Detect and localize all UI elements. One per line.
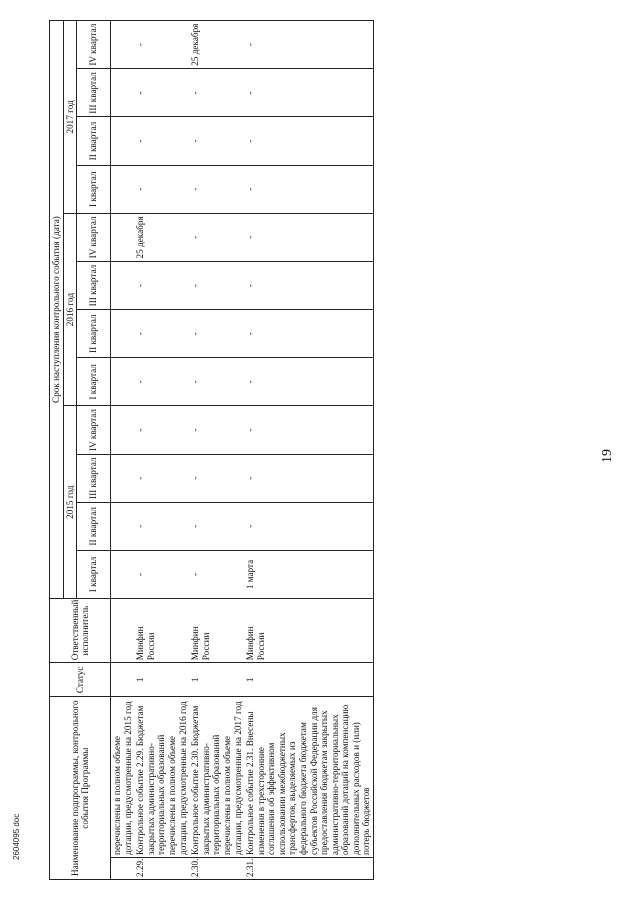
event-name: Контрольное событие 2.29. Бюджетам закрытых административно-территориальных образований перечислены в полном объеме дотации, предусмотренные на 2016 год — [134, 697, 189, 858]
status-cell: 1 — [189, 663, 244, 697]
status-cell — [111, 663, 135, 697]
quarter-cell: 25 декабря — [189, 21, 244, 69]
quarter-cell: - — [244, 213, 373, 261]
quarter-cell — [111, 69, 135, 117]
quarter-cell: - — [189, 165, 244, 213]
quarter-cell: - — [134, 502, 189, 550]
quarter-cell: - — [134, 358, 189, 406]
status-column-header: Статус — [50, 663, 111, 697]
quarter-cell: - — [244, 165, 373, 213]
quarter-cell: - — [189, 358, 244, 406]
quarter-cell: - — [189, 261, 244, 309]
quarter-cell: - — [189, 550, 244, 598]
quarter-cell: - — [134, 21, 189, 69]
control-events-table — [49, 20, 374, 880]
quarter-cell — [111, 21, 135, 69]
quarter-cell: - — [189, 406, 244, 454]
executor-cell: Минфин России — [134, 599, 189, 663]
quarter-header: I квартал — [77, 550, 111, 598]
quarter-cell: - — [244, 454, 373, 502]
executor-column-header: Ответственный исполнитель — [50, 599, 111, 663]
event-name: Контрольное событие 2.30. Бюджетам закрытых административно-территориальных образований перечислены в полном объеме дотации, предусмотренные на 2017 год — [189, 697, 244, 858]
quarter-cell: - — [134, 69, 189, 117]
quarter-cell: 1 марта — [244, 550, 373, 598]
quarter-cell — [111, 261, 135, 309]
quarter-header: I квартал — [77, 165, 111, 213]
quarter-cell — [111, 213, 135, 261]
quarter-cell — [111, 550, 135, 598]
quarter-cell — [111, 406, 135, 454]
table-row — [189, 21, 244, 880]
row-number: 2.29. — [134, 857, 189, 879]
quarter-header: III квартал — [77, 69, 111, 117]
quarter-cell: - — [244, 261, 373, 309]
quarter-cell: - — [134, 406, 189, 454]
quarter-header: I квартал — [77, 358, 111, 406]
year-header-2015: 2015 год — [63, 406, 77, 599]
quarter-cell: - — [244, 69, 373, 117]
quarter-header: III квартал — [77, 454, 111, 502]
quarter-cell: - — [189, 213, 244, 261]
quarter-cell — [111, 165, 135, 213]
status-cell: 1 — [134, 663, 189, 697]
quarter-header: III квартал — [77, 261, 111, 309]
page-number: 19 — [600, 449, 615, 463]
quarter-cell: - — [189, 117, 244, 165]
executor-cell — [111, 599, 135, 663]
executor-cell: Минфин России — [189, 599, 244, 663]
quarter-cell: - — [244, 310, 373, 358]
quarter-cell — [111, 502, 135, 550]
executor-cell: Минфин России — [244, 599, 373, 663]
quarter-cell: - — [244, 358, 373, 406]
quarter-header: II квартал — [77, 117, 111, 165]
quarter-cell — [111, 117, 135, 165]
status-cell: 1 — [244, 663, 373, 697]
row-number: 2.30. — [189, 857, 244, 879]
event-name: Контрольное событие 2.31. Внесены изменения в трехсторонние соглашения об эффективном использовании межбюджетных трансфертов, выделяемых из федерального бюджета бюджетам субъектов Российской Федерации для предоставления бюджетам закрытых административно-территориальных образований дотаций на компенсацию дополнительных расходов и (или) потерь бюджетов — [244, 697, 373, 858]
event-name: перечислены в полном объеме дотации, предусмотренные на 2015 год — [111, 697, 135, 858]
deadline-group-header: Срок наступления контрольного события (дата) — [50, 21, 64, 599]
rotated-table-area — [49, 20, 574, 880]
quarter-cell: - — [134, 117, 189, 165]
table-row — [244, 21, 373, 880]
quarter-header: IV квартал — [77, 213, 111, 261]
quarter-cell: - — [134, 310, 189, 358]
table-row — [134, 21, 189, 880]
quarter-cell: - — [244, 502, 373, 550]
document-footer: 2604095 doc — [12, 813, 21, 860]
quarter-header: II квартал — [77, 310, 111, 358]
quarter-header: IV квартал — [77, 406, 111, 454]
quarter-cell: - — [134, 261, 189, 309]
quarter-cell: 25 декабря — [134, 213, 189, 261]
year-header-2017: 2017 год — [63, 21, 77, 214]
quarter-cell: - — [189, 69, 244, 117]
year-header-2016: 2016 год — [63, 213, 77, 406]
quarter-cell: - — [134, 165, 189, 213]
name-column-header: Наименование подпрограммы, контрольного события Программы — [50, 697, 111, 880]
quarter-cell: - — [189, 310, 244, 358]
quarter-cell — [111, 310, 135, 358]
quarter-header: II квартал — [77, 502, 111, 550]
quarter-header: IV квартал — [77, 21, 111, 69]
quarter-cell: - — [244, 117, 373, 165]
row-number — [111, 857, 135, 879]
quarter-cell: - — [189, 502, 244, 550]
quarter-cell — [111, 358, 135, 406]
quarter-cell: - — [244, 21, 373, 69]
row-number: 2.31. — [244, 857, 373, 879]
quarter-cell: - — [134, 454, 189, 502]
quarter-cell — [111, 454, 135, 502]
table-row — [111, 21, 135, 880]
quarter-cell: - — [244, 406, 373, 454]
quarter-cell: - — [134, 550, 189, 598]
quarter-cell: - — [189, 454, 244, 502]
